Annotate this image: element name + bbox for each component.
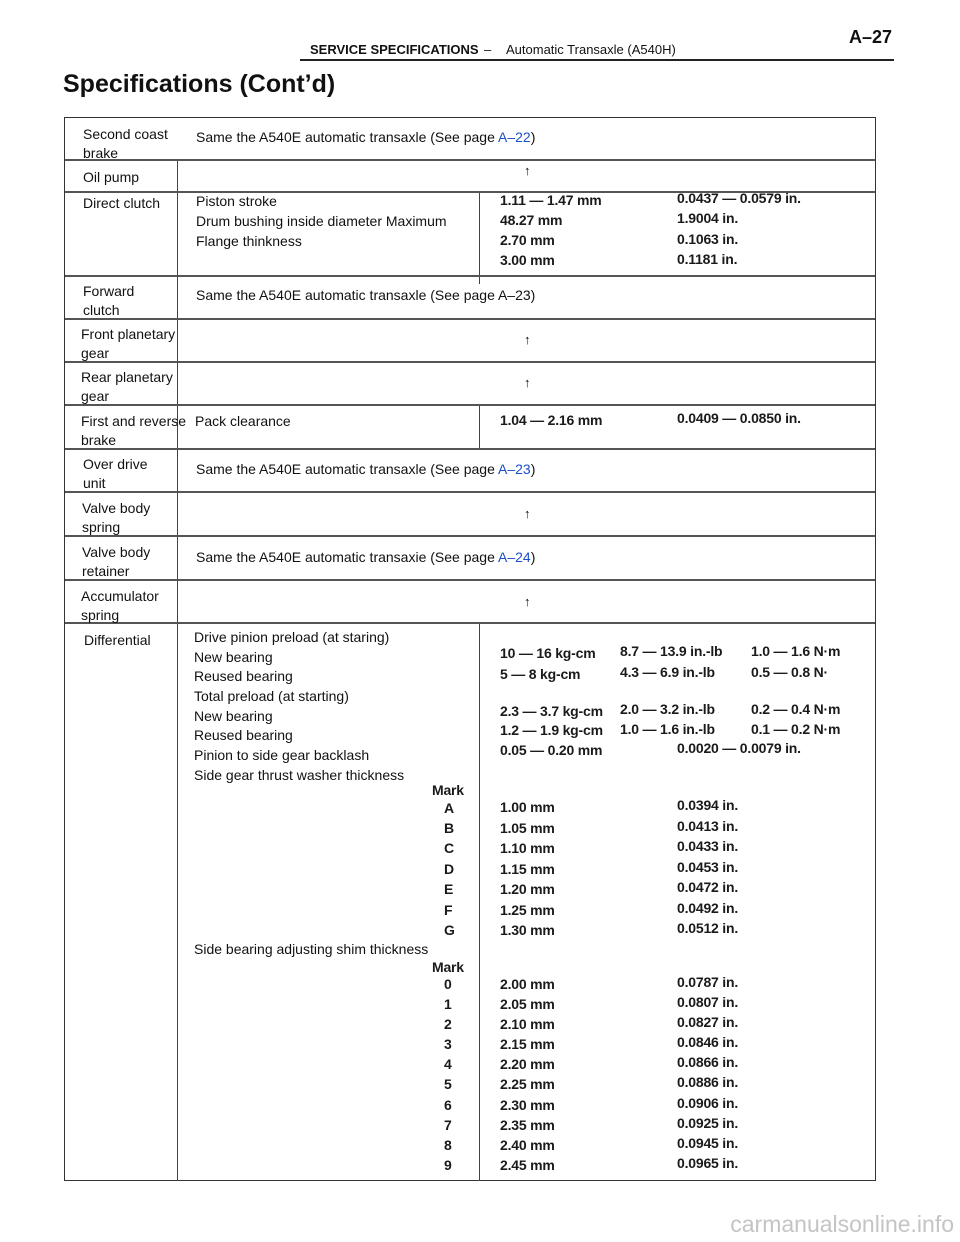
row-divider — [65, 622, 875, 624]
preload-kg: 2.3 — 3.7 kg-cm — [500, 703, 603, 719]
first-reverse-inch: 0.0409 — 0.0850 in. — [677, 410, 801, 426]
first-reverse-metric: 1.04 — 2.16 mm — [500, 412, 603, 428]
shim-mm: 2.25 mm — [500, 1076, 555, 1092]
watermark: carmanualsonline.info — [730, 1211, 954, 1237]
overdrive-note: Same the A540E automatic transaxle (See page A–23) — [196, 461, 536, 477]
col-divider-1 — [177, 159, 178, 1181]
header-subtitle: Automatic Transaxle (A540H) — [506, 42, 676, 57]
direct-clutch-metric: 2.70 mm — [500, 232, 555, 248]
first-reverse-item: Pack clearance — [195, 413, 291, 429]
washer-mark: C — [444, 840, 454, 856]
shim-mark: 4 — [444, 1056, 452, 1072]
washer-mark: B — [444, 820, 454, 836]
shim-mark: 0 — [444, 976, 452, 992]
shim-in: 0.0965 in. — [677, 1155, 739, 1171]
preload-lb: 4.3 — 6.9 in.-lb — [620, 664, 715, 680]
col-divider-2 — [479, 192, 480, 284]
ditto-mark: ↑ — [524, 332, 531, 347]
preload-nm: 0.2 — 0.4 N·m — [751, 701, 841, 717]
shim-mm: 2.15 mm — [500, 1036, 555, 1052]
shim-in: 0.0846 in. — [677, 1034, 739, 1050]
shim-mark: 8 — [444, 1137, 452, 1153]
diff-item: Reused bearing — [194, 668, 293, 684]
diff-item: Total preload (at starting) — [194, 688, 349, 704]
diff-item: Pinion to side gear backlash — [194, 747, 370, 763]
direct-clutch-inch: 0.1181 in. — [677, 251, 738, 267]
direct-clutch-item: Flange thinkness — [196, 233, 302, 249]
shim-mm: 2.45 mm — [500, 1157, 555, 1173]
col-divider-3 — [479, 405, 480, 450]
direct-clutch-metric: 3.00 mm — [500, 252, 555, 268]
page-number: A–27 — [849, 27, 893, 47]
row-divider — [65, 361, 875, 363]
row-label-overdrive: Over drive unit — [83, 456, 148, 491]
diff-item: Reused bearing — [194, 727, 293, 743]
row-divider — [65, 159, 875, 161]
washer-mark: E — [444, 881, 454, 897]
preload-kg: 5 — 8 kg-cm — [500, 666, 581, 682]
shim-mm: 2.10 mm — [500, 1016, 555, 1032]
washer-mark: G — [444, 922, 455, 938]
row-label-oil-pump: Oil pump — [83, 169, 140, 185]
shim-label: Side bearing adjusting shim thickness — [194, 941, 429, 957]
preload-kg: 10 — 16 kg-cm — [500, 645, 596, 661]
row-label-first-reverse: First and reverse brake — [81, 413, 187, 448]
shim-mark: 7 — [444, 1117, 452, 1133]
header-section: SERVICE SPECIFICATIONS — [310, 42, 479, 57]
shim-in: 0.0787 in. — [677, 974, 739, 990]
row-divider — [65, 535, 875, 537]
washer-mm: 1.20 mm — [500, 881, 555, 897]
header-rule — [300, 59, 894, 61]
shim-mark: 9 — [444, 1157, 452, 1173]
page-link-a23[interactable]: A–23 — [497, 461, 531, 477]
washer-mark: F — [444, 902, 453, 918]
washer-mm: 1.25 mm — [500, 902, 555, 918]
ditto-mark: ↑ — [524, 506, 531, 521]
washer-in: 0.0492 in. — [677, 900, 739, 916]
washer-mm: 1.15 mm — [500, 861, 555, 877]
washer-in: 0.0512 in. — [677, 920, 739, 936]
preload-lb: 1.0 — 1.6 in.-lb — [620, 721, 715, 737]
direct-clutch-metric: 1.11 — 1.47 mm — [500, 192, 602, 208]
washer-in: 0.0394 in. — [677, 797, 739, 813]
direct-clutch-inch: 1.9004 in. — [677, 210, 739, 226]
direct-clutch-inch: 0.0437 — 0.0579 in. — [677, 190, 801, 206]
backlash-mm: 0.05 — 0.20 mm — [500, 742, 603, 758]
row-label-valve-spring: Valve body spring — [82, 500, 151, 535]
row-label-second-coast: Second coast brake — [83, 126, 168, 161]
washer-in: 0.0433 in. — [677, 838, 739, 854]
preload-nm: 1.0 — 1.6 N·m — [751, 643, 841, 659]
forward-clutch-note: Same the A540E automatic transaxle (See page A–23) — [196, 287, 536, 303]
shim-mark-header: Mark — [432, 959, 464, 975]
washer-mark: D — [444, 861, 454, 877]
washer-mark: A — [444, 800, 454, 816]
diff-item: New bearing — [194, 649, 273, 665]
washer-mm: 1.10 mm — [500, 840, 555, 856]
shim-mark: 2 — [444, 1016, 452, 1032]
shim-mark: 3 — [444, 1036, 452, 1052]
shim-in: 0.0807 in. — [677, 994, 739, 1010]
page-link-a22[interactable]: A–22 — [497, 129, 531, 145]
row-divider — [65, 275, 875, 277]
washer-in: 0.0472 in. — [677, 879, 739, 895]
row-label-accumulator: Accumulator spring — [81, 588, 159, 623]
shim-mm: 2.20 mm — [500, 1056, 555, 1072]
row-divider — [65, 448, 875, 450]
diff-item: New bearing — [194, 708, 273, 724]
shim-mm: 2.35 mm — [500, 1117, 555, 1133]
shim-mark: 1 — [444, 996, 452, 1012]
shim-mark: 5 — [444, 1076, 452, 1092]
backlash-in: 0.0020 — 0.0079 in. — [677, 740, 801, 756]
row-label-differential: Differential — [84, 632, 151, 648]
shim-in: 0.0925 in. — [677, 1115, 739, 1131]
washer-in: 0.0453 in. — [677, 859, 739, 875]
diff-item: Side gear thrust washer thickness — [194, 767, 405, 783]
washer-mark-header: Mark — [432, 782, 464, 798]
washer-mm: 1.05 mm — [500, 820, 555, 836]
shim-in: 0.0886 in. — [677, 1074, 739, 1090]
preload-nm: 0.5 — 0.8 N· — [751, 664, 828, 680]
shim-mm: 2.30 mm — [500, 1097, 555, 1113]
shim-mm: 2.00 mm — [500, 976, 555, 992]
row-divider — [65, 491, 875, 493]
row-label-rear-planetary: Rear planetary gear — [81, 369, 173, 404]
row-divider — [65, 579, 875, 581]
direct-clutch-metric: 48.27 mm — [500, 212, 563, 228]
row-label-direct-clutch: Direct clutch — [83, 195, 161, 211]
shim-mark: 6 — [444, 1097, 452, 1113]
shim-mm: 2.05 mm — [500, 996, 555, 1012]
page-title: Specifications (Cont’d) — [63, 70, 336, 98]
ditto-mark: ↑ — [524, 594, 531, 609]
preload-nm: 0.1 — 0.2 N·m — [751, 721, 841, 737]
header-dash: – — [484, 42, 492, 57]
row-divider — [65, 318, 875, 320]
ditto-mark: ↑ — [524, 375, 531, 390]
row-label-forward-clutch: Forward clutch — [83, 283, 135, 318]
shim-in: 0.0827 in. — [677, 1014, 739, 1030]
second-coast-note: Same the A540E automatic transaxle (See page A–22) — [196, 129, 536, 145]
washer-mm: 1.00 mm — [500, 799, 555, 815]
direct-clutch-item: Piston stroke — [196, 193, 277, 209]
washer-mm: 1.30 mm — [500, 922, 555, 938]
row-divider — [65, 404, 875, 406]
washer-in: 0.0413 in. — [677, 818, 739, 834]
preload-kg: 1.2 — 1.9 kg-cm — [500, 722, 603, 738]
shim-in: 0.0866 in. — [677, 1054, 739, 1070]
valve-retainer-note: Same the A540E automatic transaxie (See page A–24) — [196, 549, 536, 565]
row-label-valve-retainer: Valve body retainer — [82, 544, 151, 579]
diff-item: Drive pinion preload (at staring) — [194, 629, 390, 645]
preload-lb: 8.7 — 13.9 in.-lb — [620, 643, 723, 659]
row-label-front-planetary: Front planetary gear — [81, 326, 176, 361]
col-divider-4 — [479, 623, 480, 1181]
preload-lb: 2.0 — 3.2 in.-lb — [620, 701, 715, 717]
shim-mm: 2.40 mm — [500, 1137, 555, 1153]
ditto-mark: ↑ — [524, 163, 531, 178]
direct-clutch-inch: 0.1063 in. — [677, 231, 739, 247]
direct-clutch-item: Drum bushing inside diameter Maximum — [196, 213, 447, 229]
shim-in: 0.0906 in. — [677, 1095, 739, 1111]
shim-in: 0.0945 in. — [677, 1135, 739, 1151]
page-link-a24[interactable]: A–24 — [497, 549, 531, 565]
